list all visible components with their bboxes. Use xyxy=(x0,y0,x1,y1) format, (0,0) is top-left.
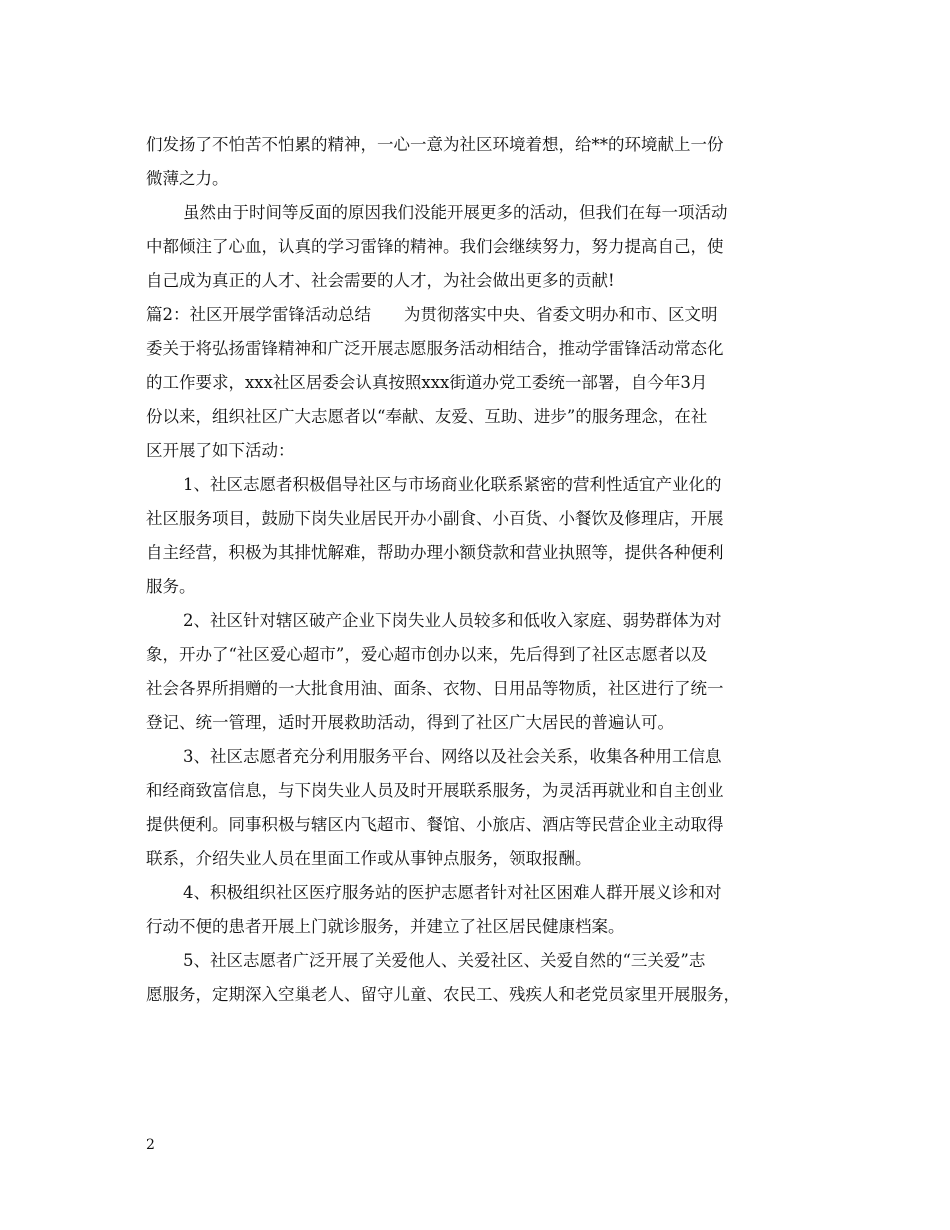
text-line: 4、积极组织社区医疗服务站的医护志愿者针对社区困难人群开展义诊和对 xyxy=(183,883,722,902)
document-body xyxy=(146,128,818,1012)
text-line: 服务。 xyxy=(146,577,196,596)
text-line: 自主经营，积极为其排忧解难，帮助办理小额贷款和营业执照等，提供各种便利 xyxy=(146,543,724,562)
text-line: 社区服务项目，鼓励下岗失业居民开办小副食、小百货、小餐饮及修理店，开展 xyxy=(146,509,724,528)
text-line: 虽然由于时间等反面的原因我们没能开展更多的活动，但我们在每一项活动 xyxy=(183,203,728,222)
text-line: 社会各界所捐赠的一大批食用油、面条、衣物、日用品等物质，社区进行了统一 xyxy=(146,679,724,698)
text-line: 的工作要求，xxx社区居委会认真按照xxx街道办党工委统一部署，自今年3月 xyxy=(146,373,708,392)
text-line: 委关于将弘扬雷锋精神和广泛开展志愿服务活动相结合，推动学雷锋活动常态化 xyxy=(146,339,724,358)
text-line: 自己成为真正的人才、社会需要的人才，为社会做出更多的贡献! xyxy=(146,271,615,290)
text-line: 联系，介绍失业人员在里面工作或从事钟点服务，领取报酬。 xyxy=(146,849,592,868)
text-line: 行动不便的患者开展上门就诊服务，并建立了社区居民健康档案。 xyxy=(146,917,625,936)
text-line: 微薄之力。 xyxy=(146,169,229,188)
text-line: 登记、统一管理，适时开展救助活动，得到了社区广大居民的普遍认可。 xyxy=(146,713,674,732)
text-line: 1、社区志愿者积极倡导社区与市场商业化联系紧密的营利性适宜产业化的 xyxy=(183,475,722,494)
text-line: 区开展了如下活动： xyxy=(146,441,295,460)
text-line: 5、社区志愿者广泛开展了关爱他人、关爱社区、关爱自然的“三关爱”志 xyxy=(183,951,706,970)
text-line: 2、社区针对辖区破产企业下岗失业人员较多和低收入家庭、弱势群体为对 xyxy=(183,611,722,630)
text-line: 提供便利。同事积极与辖区内飞超市、餐馆、小旅店、酒店等民营企业主动取得 xyxy=(146,815,724,834)
page-number: 2 xyxy=(146,1137,155,1153)
text-line: 象，开办了“社区爱心超市”，爱心超市创办以来，先后得到了社区志愿者以及 xyxy=(146,645,708,664)
text-line: 们发扬了不怕苦不怕累的精神，一心一意为社区环境着想，给**的环境献上一份 xyxy=(146,135,724,154)
text-line: 3、社区志愿者充分利用服务平台、网络以及社会关系，收集各种用工信息 xyxy=(183,747,722,766)
text-line: 和经商致富信息，与下岗失业人员及时开展联系服务，为灵活再就业和自主创业 xyxy=(146,781,724,800)
text-line: 愿服务，定期深入空巢老人、留守儿童、农民工、残疾人和老党员家里开展服务， xyxy=(146,985,740,1004)
text-line: 份以来，组织社区广大志愿者以“奉献、友爱、互助、进步”的服务理念，在社 xyxy=(146,407,708,426)
text-line: 篇2：社区开展学雷锋活动总结 为贯彻落实中央、省委文明办和市、区文明 xyxy=(146,305,718,324)
text-line: 中都倾注了心血，认真的学习雷锋的精神。我们会继续努力，努力提高自己，使 xyxy=(146,237,724,256)
